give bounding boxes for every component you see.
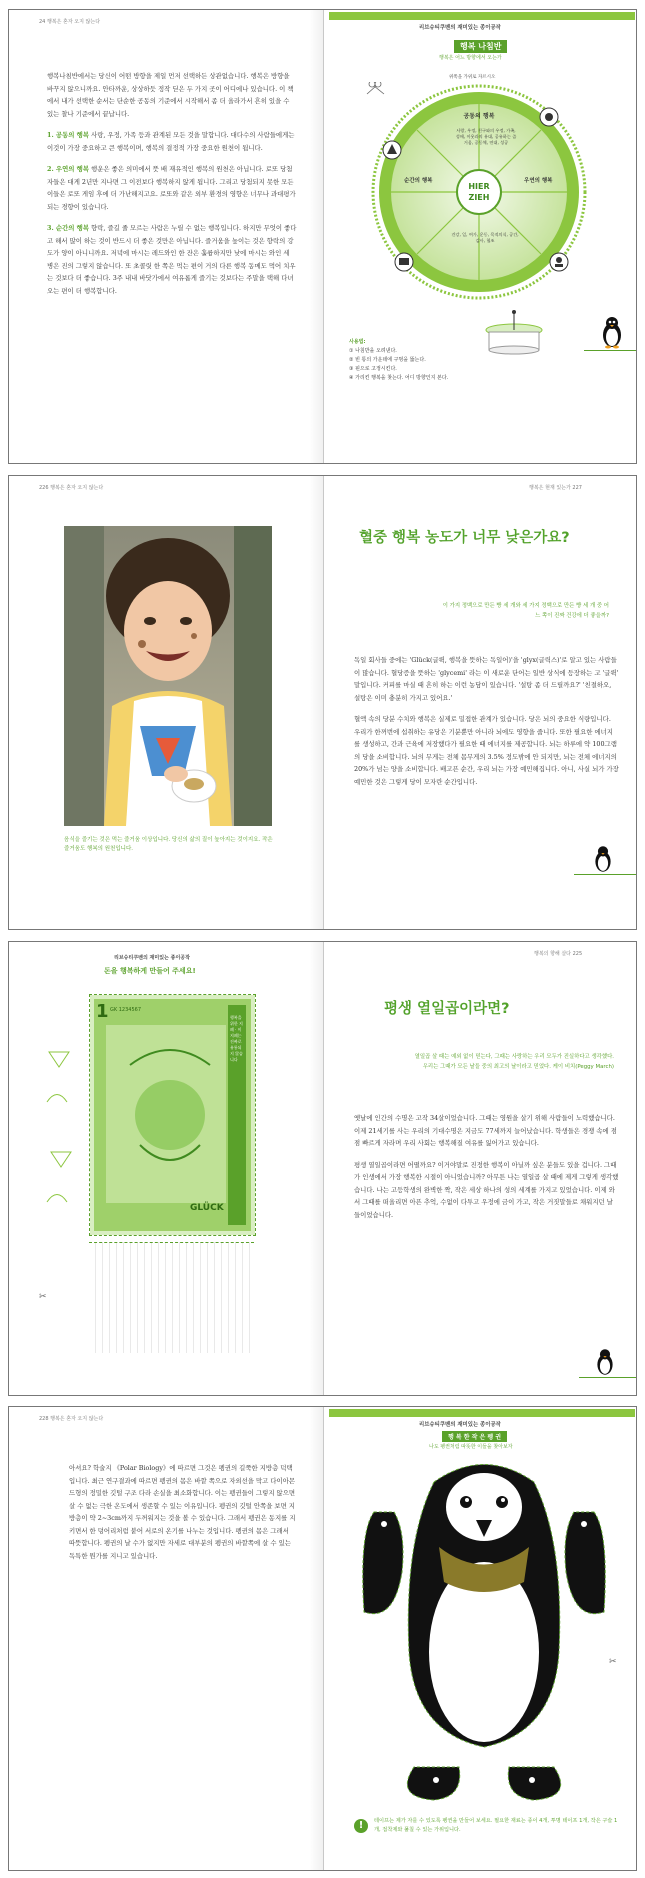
- right-running-header: 행복의 향해 살다 225: [534, 951, 583, 957]
- right-running-header: 리브슈티쿠벤의 재미있는 종이공작: [419, 25, 501, 31]
- warning-icon: !: [354, 1819, 368, 1833]
- article-title: 평생 열일곱이라면?: [384, 1001, 510, 1017]
- top-green-bar: [329, 12, 635, 20]
- compass-icon-top-right: [540, 108, 558, 126]
- ground-line: [584, 350, 636, 351]
- section-1: 1. 공동의 행복 사랑, 우정, 가족 등과 관계된 모든 것을 말합니다. 대다수의 사람들에게는 이것이 가장 중요하고 큰 행복이며, 행복의 결정적 가장 중요한 원천이 됩니다.: [47, 131, 295, 152]
- left-running-header: 226 행복은 혼자 오지 않는다: [39, 485, 104, 491]
- compass-sector-left-title: 순간의 행복: [404, 178, 433, 184]
- usage-instructions: [349, 338, 469, 383]
- section-2: 2. 우연의 행복 행운은 좋은 의미에서 뜻 배 재유적인 행복의 원천은 아닙니다. 로또 당첨자들은 대게 2년만 지나면 그 이전보다 행복하지 않게 됩니다. 그리고 당첨되지 못한 모든 이들은 로또 게임 후에 더 가난해지고요. 로또와 같은 외부 환경의 영향은 너무나 과대평가되는 경향이 있습니다.: [47, 165, 296, 211]
- page-gutter: [323, 10, 324, 463]
- left-subtitle: 돈을 행복하게 만들어 주세요!: [104, 967, 196, 975]
- left-running-header: 리브슈티쿠벤의 재미있는 종이공작: [114, 955, 190, 961]
- spread-2: [8, 475, 637, 930]
- compass-icon-left: [383, 141, 401, 159]
- top-green-bar: [329, 1409, 635, 1417]
- child-photo: [64, 526, 272, 826]
- page-gutter: [323, 476, 324, 929]
- decorative-bells: [39, 992, 89, 1232]
- spread-1: [8, 9, 637, 464]
- left-page-text: [47, 70, 297, 306]
- compass-sector-right-title: 우연의 행복: [524, 178, 553, 184]
- happiness-compass[interactable]: [364, 82, 594, 302]
- banknote-cutout[interactable]: [89, 994, 256, 1236]
- compass-icon-bottom-right: [550, 253, 568, 271]
- body-paragraph: 독일 회사들 중에는 'Glück(글뤽, 행복을 뜻하는 독일어)'을 'glyx(글릭스)'로 알고 있는 사람들이 많습니다. 혈당증을 뜻하는 'glycemi' 라는 이 새로운 단어는 일반 상식에 등장하는 고 '글뤽' 말입니다. 커피를 마실 때 흔히 하는 이런 농담이 있습니다. '설탕 좀 더 드릴까요?' '친절하오, 설탕은 이미 충분히 가지고 있어요.': [354, 656, 619, 702]
- usage-step: ② 빈 통의 가운데에 구멍을 뚫는다.: [349, 357, 426, 363]
- banknote-value: 1: [96, 1001, 109, 1022]
- compass-icon-bottom-left: [395, 253, 413, 271]
- left-page-text: 아셔요? 학술지 《Polar Biology》에 따르면 그것은 펭귄의 길쭉한 지방층 덕택입니다. 최근 연구결과에 따르면 펭귄의 몸은 바깥 쪽으로 자외선을 막고 다이아몬드형의 정밀한 깃털 구조 다라 손실을 최소화합니다. 이는 펭귄들이 그렇지 않으면 살 수 없는 극한 온도에서 생존할 수 있는 이유입니다. 펭귄의 깃털 안쪽을 보면 지방층이 약 2~3cm까지 두꺼워지는 것을 볼 수 있습니다. 그래서 펭귄은 동지를 지키면서 한 덩어리처럼 붙어 서로의 온기를 나누는 것입니다. 펭귄의 몸은 그래서 따뜻합니다. 펭귄의 날 수가 없지만 자세로 대부분의 펭귄의 바깥쪽에 살 수 있는 독특한 뭔가를 지니고 있습니다.: [69, 1464, 296, 1560]
- penguin-icon: [594, 1347, 616, 1377]
- banknote-word: GLÜCK: [190, 1203, 224, 1213]
- body-paragraph: 옛날에 인간의 수명은 고작 34살이었습니다. 그때는 영원을 살기 위해 사람들이 노력했습니다. 이제 21세기를 사는 우리의 기대수명은 지금도 77세까지 늘어났습니다. 학생들은 경쟁 속에 점점 빠르게 자라며 우리 사회는 행복해질 여유를 잃어가고 있습니다.: [354, 1114, 617, 1147]
- right-page-text: [354, 654, 619, 797]
- ground-line: [574, 874, 636, 875]
- compass-subtitle: 행복은 어느 방향에서 오는가: [439, 55, 502, 61]
- scissors-icon: [367, 82, 384, 94]
- usage-title: 사용법:: [349, 339, 366, 345]
- compass-cut-note: 위쪽을 가위로 자르시오: [449, 75, 496, 80]
- page-gutter: [323, 1407, 324, 1870]
- compass-center-top: HIER: [468, 182, 490, 191]
- compass-center-bottom: ZIEH: [468, 193, 490, 202]
- compass-base-illustration: [479, 310, 549, 360]
- page-gutter: [323, 942, 324, 1395]
- penguin-icon: [599, 315, 625, 349]
- section-3: 3. 순간의 행복 향락, 즐길 줄 모르는 사람은 누릴 수 없는 행복입니다. 하지만 무엇이 좋다고 해서 많이 하는 것이 반드시 더 좋은 것만은 아닙니다. 즐거움을 높이는 것은 향락의 강도가 양이 아니니까요. 저녁에 마시는 레드와인 한 잔은 훌륭하지만 낮에 마시는 와인 세 병은 진의 그렇지 않습니다. 또 초콜릿 한 쪽은 먹는 편이 거의 다른 행복 동메도 먹어 치우는 것보다 더 좋습니다. 3주 내내 바닷가에서 여유롭게 즐기는 것보다는 주말을 택해 다녀오는 편이 더 행복합니다.: [47, 224, 297, 295]
- body-paragraph: 혈액 속의 당분 수치와 행복은 실제로 밀접한 관계가 있습니다. 당은 뇌의 중요한 식량입니다. 우리가 한꺼번에 섭취하는 유당은 기분뿐만 아니라 뇌에도 영향을 줍니다. 또한 필요한 에너지를 생성하고, 간과 근육에 저장했다가 필요한 때 에너지를 제공합니다. 뇌는 하루에 약 100그램의 당을 소비합니다. 뇌의 무게는 전체 몸무게의 3.5% 정도밖에 안 되지만, 뇌는 전체 에너지의 20%가 넘는 양을 소비합니다. 배고픈 순간, 우리 뇌는 가장 예민해집니다. 아니, 사실 뇌가 가장 예민한 것은 그렇게 당이 모자란 순간입니다.: [354, 715, 619, 786]
- compass-sector-top-text: 사랑, 우정, 친구와의 우정, 가족, 성애, 이웃과의 유대, 공유하는 즐거움, 공동체, 연대, 성공: [455, 128, 517, 145]
- left-running-header: 228 행복은 혼자 오지 않는다: [39, 1416, 104, 1422]
- right-running-header: 리브슈티쿠벤의 재미있는 종이공작: [419, 1422, 501, 1428]
- compass-sector-top-title: 공동의 행복: [463, 113, 495, 120]
- banknote-side-text: 행복을 위한 지폐 · 이 지폐는 진짜로 유통되지 않습니다: [230, 1015, 243, 1062]
- epigraph-quote: 이 가지 정백으로 만든 빵 세 개와 세 가지 정백으로 만든 빵 세 개 중 어느 쪽이 진짜 건강에 더 좋을까?: [442, 603, 609, 619]
- penguin-icon: [592, 844, 614, 874]
- banknote-number: GK 1234567: [110, 1007, 142, 1013]
- scissors-icon: ✂: [609, 1657, 617, 1667]
- scissors-icon: ✂: [39, 1292, 47, 1302]
- usage-step: ④ 가리킨 행복을 찾는다. 어디 방향인지 본다.: [349, 375, 449, 381]
- intro-paragraph: 행복나침반에서는 당신이 어떤 방향을 제일 먼저 선택하든 상관없습니다. 행복은 방향을 바꾸지 않으니까요. 안타까운, 상상하듯 정작 딛은 두 가지 곳이 어디에나 있습니다. 이 책에서 내가 선택한 순서는 단순한 공동의 기준에서 시작해서 좀 더 올라가서 흔히 있을 수 있는 찰나 기준에서 끝납니다.: [47, 72, 294, 118]
- banknote-back-text: [89, 1242, 254, 1353]
- right-title: 행 복 한 작 은 펭 귄: [442, 1431, 507, 1442]
- left-running-header: 24 행복은 혼자 오지 않는다: [39, 19, 101, 25]
- article-title: 혈중 행복 농도가 너무 낮은가요?: [359, 530, 570, 546]
- penguin-cutout[interactable]: [354, 1452, 614, 1802]
- right-running-header: 행복은 현재 있는가 227: [529, 485, 582, 491]
- compass-sector-bottom-text: 건강, 일, 여가, 운동, 목적의식, 공간, 감사, 협조: [451, 232, 519, 243]
- right-page-text: [354, 1112, 619, 1230]
- tip-text: 테이프는 제가 자를 수 있도록 펭귄을 만들어 보세요. 필요한 재료는 종이 4개, 투명 테이프 1개, 작은 구슬 1개, 접착제와 풀칠 수 있는 가위입니다.: [374, 1818, 618, 1833]
- body-paragraph: 평생 열일곱이라면 어떨까요? 이거야말로 진정한 행복이 아닐까 싶은 분들도 있을 겁니다. 그때가 인생에서 가장 행복한 시절이 아니었습니까? 아무튼 나는 열일곱 살 때에 제게 그렇게 생각했습니다. 나는 고등학생의 완벽한 짝, 작은 세상 하나의 성의 세계를 가지고 있었습니다. 이제 와서 그때를 떠올리면 아픈 추억, 수없이 다투고 우정에 금이 가고, 작은 거짓말들로 채워지던 날들이었습니다.: [354, 1160, 619, 1219]
- usage-step: ① 나침반을 오려낸다.: [349, 348, 397, 354]
- usage-step: ③ 핀으로 고정시킨다.: [349, 366, 397, 372]
- epigraph-quote: 열일곱 살 때는 예외 없이 믿는다, 그때는 사랑하는 우리 모두가 진실하다고 생각했다. 우리는 그때가 모든 날들 중의 최고의 날이라고 믿었다. 케이 비치(Peggy March): [414, 1054, 614, 1070]
- ground-line: [579, 1377, 636, 1378]
- photo-caption: 음식을 즐기는 것은 먹는 즐거움 이상입니다. 당신의 삶의 질이 높아지는 것이지요. 작은 즐거움도 행복의 원천입니다.: [64, 837, 273, 852]
- compass-title: 행복 나침반: [454, 40, 507, 53]
- right-subtitle: 나도 펭귄처럼 따뜻한 이들을 찾아보자: [429, 1444, 513, 1450]
- spread-3: [8, 941, 637, 1396]
- spread-4: [8, 1406, 637, 1871]
